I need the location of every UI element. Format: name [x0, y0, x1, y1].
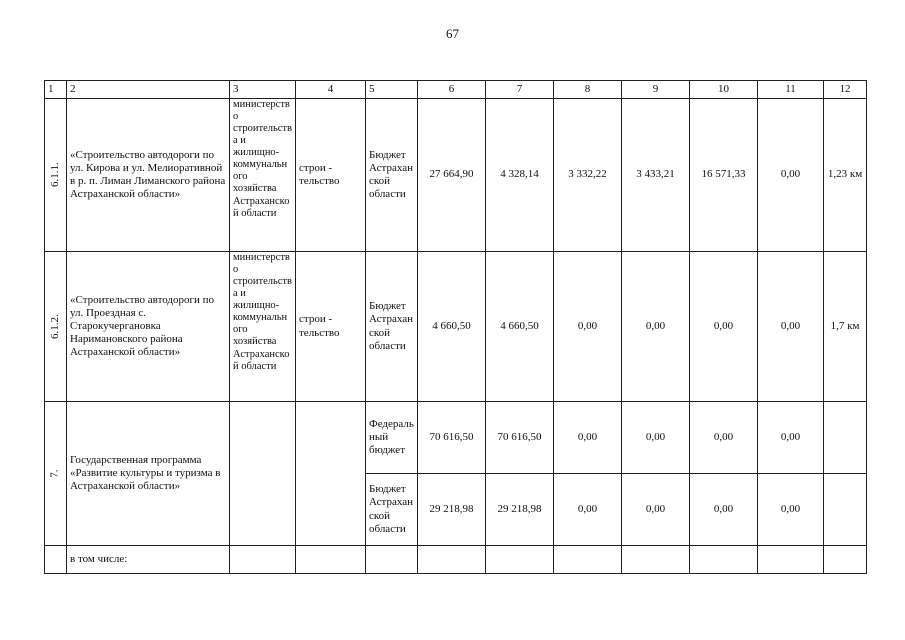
value-cell: 0,00: [554, 402, 622, 474]
empty-cell: [486, 546, 554, 574]
length-cell: 1,23 км: [824, 99, 867, 252]
value-cell: 0,00: [758, 474, 824, 546]
value-cell: 0,00: [622, 402, 690, 474]
empty-cell: [296, 546, 366, 574]
executor: [230, 402, 296, 546]
header-cell: 10: [690, 81, 758, 99]
table-row: [45, 402, 867, 474]
header-cell: 5: [366, 81, 418, 99]
value-cell: 29 218,98: [418, 474, 486, 546]
empty-cell: [366, 546, 418, 574]
budget-table: [44, 80, 867, 574]
header-cell: 3: [230, 81, 296, 99]
program-name: Государственная программа «Развитие культуры и туризма в Астраханской области»: [67, 402, 230, 546]
header-cell: 2: [67, 81, 230, 99]
empty-cell: [758, 546, 824, 574]
length-cell: [824, 474, 867, 546]
value-cell: 0,00: [690, 252, 758, 402]
funding-source: Бюджет Астраханской области: [366, 474, 418, 546]
length-cell: [824, 402, 867, 474]
value-cell: 27 664,90: [418, 99, 486, 252]
page-number: 67: [446, 26, 459, 41]
funding-source: Федеральный бюджет: [366, 402, 418, 474]
value-cell: 4 660,50: [418, 252, 486, 402]
work-type: [296, 402, 366, 546]
row-number: 6.1.1.: [48, 162, 61, 188]
value-cell: 3 332,22: [554, 99, 622, 252]
value-cell: 16 571,33: [690, 99, 758, 252]
header-cell: 6: [418, 81, 486, 99]
work-type: строи - тельство: [296, 99, 366, 252]
value-cell: 0,00: [690, 474, 758, 546]
value-cell: 70 616,50: [418, 402, 486, 474]
row-number: 7.: [48, 469, 61, 478]
project-name: «Строительство автодороги по ул. Проездная с. Старокучергановка Наримановского района Астраханской области»: [67, 252, 230, 402]
header-cell: 8: [554, 81, 622, 99]
value-cell: 4 660,50: [486, 252, 554, 402]
empty-cell: [554, 546, 622, 574]
empty-cell: [418, 546, 486, 574]
value-cell: 0,00: [690, 402, 758, 474]
empty-cell: [230, 546, 296, 574]
value-cell: 0,00: [554, 474, 622, 546]
executor: министерство строительства и жилищно-коммунального хозяйства Астраханской области: [230, 99, 296, 252]
row-number-cell: [45, 99, 67, 252]
table-row: [45, 546, 867, 574]
row-number-cell: [45, 546, 67, 574]
value-cell: 0,00: [758, 402, 824, 474]
including-label: в том числе:: [67, 546, 230, 574]
table-row: [45, 252, 867, 402]
value-cell: 4 328,14: [486, 99, 554, 252]
empty-cell: [690, 546, 758, 574]
header-cell: 9: [622, 81, 690, 99]
value-cell: 29 218,98: [486, 474, 554, 546]
header-cell: 11: [758, 81, 824, 99]
funding-source: Бюджет Астраханской области: [366, 252, 418, 402]
funding-source: Бюджет Астраханской области: [366, 99, 418, 252]
row-number-cell: [45, 402, 67, 546]
value-cell: 3 433,21: [622, 99, 690, 252]
value-cell: 0,00: [622, 474, 690, 546]
value-cell: 0,00: [758, 252, 824, 402]
header-cell: 12: [824, 81, 867, 99]
executor: министерство строительства и жилищно-коммунального хозяйства Астраханской области: [230, 252, 296, 402]
header-cell: 1: [45, 81, 67, 99]
row-number-cell: [45, 252, 67, 402]
work-type: строи - тельство: [296, 252, 366, 402]
value-cell: 0,00: [758, 99, 824, 252]
empty-cell: [622, 546, 690, 574]
project-name: «Строительство автодороги по ул. Кирова и ул. Мелиоративной в р. п. Лиман Лиманского района Астраханской области»: [67, 99, 230, 252]
table-row: [45, 99, 867, 252]
header-cell: 7: [486, 81, 554, 99]
header-row: [45, 81, 867, 99]
row-number: 6.1.2.: [48, 314, 61, 339]
value-cell: 70 616,50: [486, 402, 554, 474]
length-cell: 1,7 км: [824, 252, 867, 402]
empty-cell: [824, 546, 867, 574]
value-cell: 0,00: [554, 252, 622, 402]
header-cell: 4: [296, 81, 366, 99]
value-cell: 0,00: [622, 252, 690, 402]
